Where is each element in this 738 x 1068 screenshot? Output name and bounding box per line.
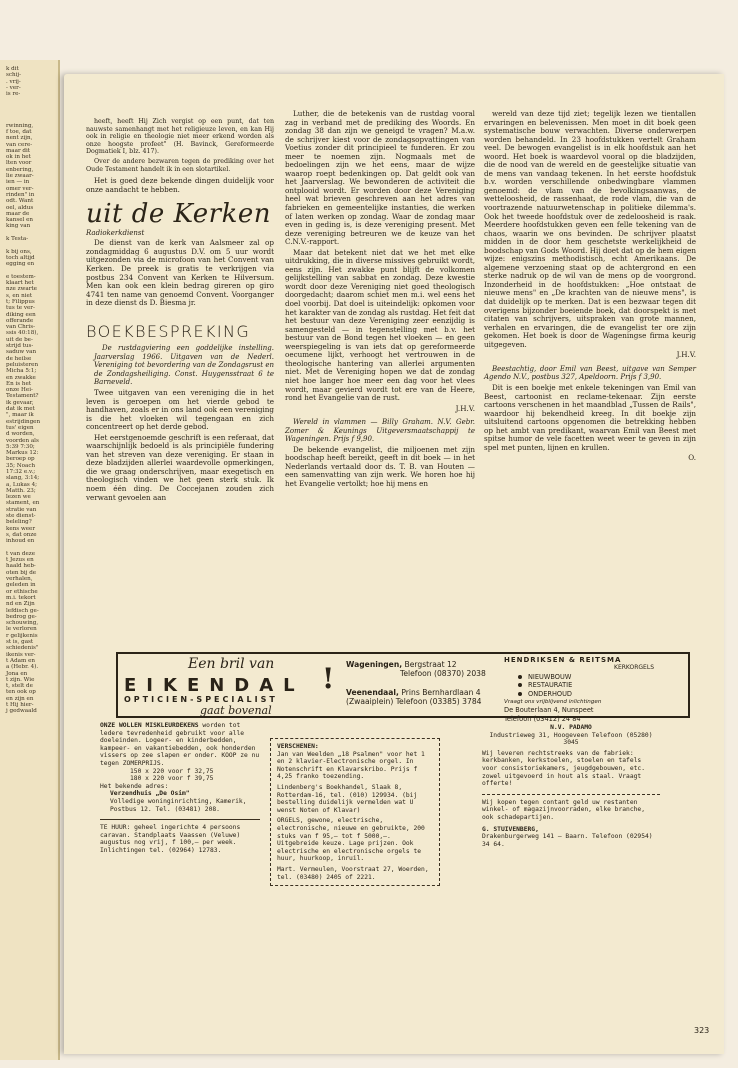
page-number: 323 (694, 1026, 710, 1035)
ad-phone: Telefoon (03412) 24 84 (504, 714, 581, 723)
intro-note: Over de andere bezwaren tegen de prediking over het Oude Testament handelt ik in een slotartikel. (86, 157, 274, 173)
verschenen-advertisement: VERSCHENEN: Jan van Weelden „18 Psalmen" voor het 1 en 2 klavier-Electronische orgel. In Notenschrift en Klavarskribo. Prijs f 4,25 franko toezending. Lindenberg's Boekhandel, Slaak 8, Rotterdam-16, tel. (010) 129934. (bij bestelling duidelijk vermelden wat U wenst Noten of Klavar) ORGELS, gewone, electrische, electronische, nieuwe en gebruikte, 200 stuks van f 95,— tot f 5000,—. Uitgebreide keuze. Lage prijzen. Ook electrische en electronische orgels te huur, huurkoop, inruil. Mart. Vermeulen, Voorstraat 27, Woerden, tel. (03480) 2405 of 2221. (270, 738, 440, 886)
wollen-dekens-advertisement: ONZE WOLLEN MISKLEURDEKENS worden tot ledere tevredenheid gebruikt voor alle doeleinden. Logeer- en kinderbedden, kampeer- en vakantiebedden, ook honderden vissers op zee slapen er onder. KOOP ze nu tegen ZOMERPRIJS. 150 x 220 voor f 32,75 180 x 220 voor f 39,75 Het bekende adres: Verzendhuis „De Osim" Volledige woninginrichting, Kamerik, Postbus 12. Tel. (03481) 208. TE HUUR: geheel ingerichte 4 persoons caravan. Standplaats Vaassen (Veluwe) augustus nog vrij, f 100,— per week. Inlichtingen tel. (02964) 12783. (100, 722, 260, 854)
magazine-page (64, 74, 724, 1054)
hendriksen-advertisement: HENDRIKSEN & REITSMA KERKORGELS NIEUWBOUW RESTAURATIE ONDERHOUD Vraagt ons vrijblijvend inlichtingen De Bouterlaan 4, Nunspeet Telefoon (03412) 24 84 (504, 656, 654, 723)
signature: J.H.V. (676, 350, 696, 360)
book3-paragraph: Dit is een boekje met enkele tekeningen van Emil van Beest, cartoonist en reclame-tekenaar. Zijn eerste cartoons verschenen in het maandblad „Tussen de Rails", waardoor hij bekendheid kreeg. In dit boekje zijn uitsluitend cartoons opgenomen die betrekking hebben op het ambt van predikant, waarvan Emil van Beest met spitse humor de vele facetten weet weer te geven in zijn spel met punten, lijnen en krullen. (484, 382, 696, 452)
book3-title: Beestachtig, door Emil van Beest, uitgave van Semper Agendo N.V., postbus 327, Apeldoorn. Prijs f 3,90. (484, 364, 696, 382)
radio-paragraph: De dienst van de kerk van Aalsmeer zal op zondagmiddag 6 augustus D.V. om 5 uur wordt uitgezonden via de microfoon van het Convent van Kerken. De preek is gratis te verkrijgen via postbus 234 Convent van Kerken te Hilversum. Men kan ook een klein bedrag gireren op giro 4741 ten name van genoemd Convent. Voorganger in deze dienst ds D. Biesma jr. (86, 238, 274, 308)
book2-paragraph-2: wereld van deze tijd ziet; tegelijk lezen we tientallen ervaringen en belevenissen. Men moet in dit boek geen systematische bouw verwachten. Diverse onderwerpen worden behandeld. In 23 hoofdstukken vertelt Graham veel. De bewogen evangelist is in elk hoofdstuk aan het woord. Het boek is waardevol vooral op die bladzijden, die de nood van de wereld en de geestelijke situatie van de mens van vandaag tekenen. In het eerste hoofdstuk b.v. worden verschillende onbedwingbare vlammen genoemd: de vlam van de bevolkingsaanwas, de wetteloosheid, de rassenhaat, de rode vlam, die van de voortrazende natuurwetenschap in politieke dilemma's. Ook het tweede hoofdstuk over de zedeloosheid is raak. Meerdere hoofdstukken geven een felle tekening van de chaos, waarin we ons bevinden. De schrijver plaatst midden in de door hem geschetste werkelijkheid de boodschap van Gods Woord. Hij doet dat op de hem eigen wijze: enigszins methodistisch, echt Amerikaans. De algemene verzoening staat op de achtergrond en een sterke nadruk op de wil van de mens op de voorgrond. Inzonderheid in de hoofdstukken: „Hoe ontstaat de nieuwe mens" en „De krachten van de nieuwe mens", is dat duidelijk op te merken. Dat is een bezwaar tegen dit overigens bijzonder boeiende boek, dat doorspekt is met citaten van schrijvers, uitspraken van grote mannen, verhalen en ervaringen, die de evangelist ter ore zijn gekomen. Het boek is door de Wageningse firma keurig uitgegeven. (484, 109, 696, 349)
bullet-icon (518, 675, 522, 679)
book1-paragraph-3: Luther, die de betekenis van de rustdag vooral zag in verband met de prediking des Woords. En zondag 38 dan zijn we geneigd te vragen? M.a.w. de schrijver kiest voor de zondagsopvattingen van Voetius zonder dit principieel te funderen. Er zou meer te noemen zijn. Nogmaals met de bedoelingen zijn we het eens, maar de wijze waarop roept bedenkingen op. Dat geldt ook van het Jaarverslag. We bewonderen de activiteit die ontplooid wordt. Er worden door deze Vereniging heel wat brieven geschreven aan het adres van fabrieken en gemeentelijke instanties, die werken of laten werken op zondag. Waar de zondag maar even in geding is, is deze vereniging present. Met deze vereniging betreuren we de keuze van het C.N.V.-rapport. (285, 109, 475, 247)
intro-paragraph: Het is goed deze bekende dingen duidelijk voor onze aandacht te hebben. (86, 176, 274, 194)
padamo-advertisement: N.V. PADAMO Industrieweg 31, Hoogeveen Telefoon (05280) 3045 Wij leveren rechtstreeks van de fabriek: kerkbanken, kerkstoelen, stoelen en tafels voor consistoriekamers, jeugdgebouwen, etc. zowel uitgevoerd in hout als staal. Vraagt offerte! Wij kopen tegen contant geld uw restanten winkel- of magazijnvoorraden, elke branche, ook schadepartijen. G. STUIVENBERG, Drakenburgerweg 141 — Baarn. Telefoon (02954) 34 64. (482, 724, 660, 848)
bullet-icon (518, 683, 522, 687)
ad-note: Vraagt ons vrijblijvend inlichtingen (504, 699, 602, 706)
ad-title: HENDRIKSEN & REITSMA (504, 656, 622, 664)
ad-tagline-top: Een bril van (188, 656, 275, 672)
ad-address-2: Veenendaal, Prins Bernhardlaan 4 (Zwaaiplein) Telefoon (03385) 3784 (346, 688, 482, 706)
book1-paragraph-2: Het eerstgenoemde geschrift is een referaat, dat waarschijnlijk bedoeld is als principiële fundering van het streven van deze vereniging. Er staan in deze bladzijden allerlei waardevolle opmerkingen, die we graag onderschrijven, maar exegetisch en theologisch vinden we het geen sterk stuk. Ik noem één ding. De Coccejanen zouden zich verwant gevoelen aan (86, 432, 274, 502)
exclamation-mark: ! (322, 662, 335, 695)
book1-paragraph-1: Twee uitgaven van een vereniging die in het leven is geroepen om het vierde gebod te handhaven, zoals er in ons land ook een vereniging is die het vloeken wil tegengaan en zich concentreert op het derde gebod. (86, 388, 274, 432)
column-3 (484, 110, 696, 468)
ad-subtitle: KERKORGELS (614, 664, 654, 672)
section-heading-kerken: uit de Kerken (86, 199, 271, 230)
section-heading-boekbespreking: BOEKBESPREKING (86, 321, 251, 341)
ad-tagline-bottom: gaat bovenal (200, 704, 272, 717)
radio-label: Radiokerkdienst (86, 228, 145, 237)
signature: J.H.V. (455, 403, 475, 413)
ad-brand-name: EIKENDAL (124, 675, 305, 696)
book1-title: De rustdagviering een goddelijke instelling. Jaarverslag 1966. Uitgaven van de Nederl. Vereniging tot bevordering van de Zondagsrust en de Zondagsheiliging. Const. Huygensstraat 6 te Barneveld. (94, 344, 274, 387)
intro-quote: heeft, heeft Hij Zich vergist op een punt, dat ten nauwste samenhangt met het religieuze leven, en kan Hij ook in religie en theologie niet meer erkend worden als onze hoogste profeet" (H. Bavinck, Gereformeerde Dogmatiek I, blz. 417). (86, 118, 274, 156)
previous-page-text: k dit schij- . vrij- - ver- is re- rwinning, f toe, dat nent zijn, van cere- maar dit ok in het lten voor enbering, lie zwaar- ien — in omer ver- rinden" in odt. Want oel, aldus maar de kansel en king van k Testa- k bij ons, toch altijd egging en e toestem- klaart het nze zwarte s, en niet t; Filippus tus te ver- diking een offerande van Chris- ssis 40:18), uit de be- strijd tus- saduw van de heilse peluisteren Micha 5:1; en zwakke En is het onze Hei- Testament? ik gevaar, dat ik met ", maar ik estrijdingen tus' eigen d worden, voorden als 5:39 7:30; Markus 12: beroep op 35; Noach 17:32 e.v.; slang, 3:14; a, Lukas 4; Matth. 23; lezen we stament, en stratie van ste dienst- beleling? kens weer s, dat onze inhoud en t van deze t Jezus en haald heb- oten bij de verhalen, geleden in or ethische m.i. tekort nd en Zijn lefdisch ge- bedrog ge- schouwing, le verloren r gelijkenis st is, gast schiedenis" ikenis ver- t Adam en a (Hebr. 4). Jona en t zijn. Wie t, stelt de ten ook op en zijn en t Hij hier- j gedwaald (6, 66, 41, 715)
book2-paragraph: De bekende evangelist, die miljoenen met zijn boodschap heeft bereikt, geeft in dit boek — in het Nederlands vertaald door ds. T. B. van Houten — een samenvatting van zijn werk. We horen hoe hij het Evangelie vertolkt; hoe hij mens en (285, 444, 475, 488)
column-2 (285, 110, 475, 491)
column-1 (86, 118, 274, 504)
previous-page-edge (0, 60, 60, 1060)
te-huur-ad: TE HUUR: geheel ingerichte 4 persoons caravan. Standplaats Vaassen (Veluwe) augustus nog vrij, f 100,— per week. Inlichtingen tel. (02964) 12783. (100, 819, 260, 854)
book2-title: Wereld in vlammen — Billy Graham. N.V. Gebr. Zomer & Keunings Uitgeversmaatschappij te Wageningen. Prijs f 9,90. (285, 418, 475, 444)
signature: O. (688, 453, 696, 463)
bullet-icon (518, 692, 522, 696)
book1-paragraph-4: Maar dat betekent niet dat we het met elke uitdrukking, die in diverse missives gebruikt wordt, eens zijn. Het zwakke punt blijft de volkomen gelijkstelling van sabbat en zondag. Deze kwestie wordt door deze Vereniging niet goed theologisch doorgedacht; daarom schiet men m.i. wel eens het doel voorbij. Dat doel is uiteindelijk: opkomen voor het karakter van de zondag als rustdag. Het feit dat het bestuur van deze Vereniging zeer eenzijdig is samengesteld — in tegenstelling met b.v. het bestuur van de Bond tegen het vloeken — en geen weerspiegeling is van iets dat op gereformeerde oecumene lijkt, verhoogt het vertrouwen in de theologische hantering van allerlei argumenten niet. Met de Vereniging hopen we dat de zondag niet hoe langer hoe meer een dag voor het vlees wordt, maar gevierd wordt tot ere van de Heere, rond het Evangelie van de rust. (285, 247, 475, 403)
ad-address: De Bouterlaan 4, Nunspeet (504, 706, 594, 715)
ad-subtitle: OPTICIEN-SPECIALIST (124, 695, 278, 704)
ad-address-1: Wageningen, Bergstraat 12 Telefoon (08370) 2038 (346, 660, 486, 678)
